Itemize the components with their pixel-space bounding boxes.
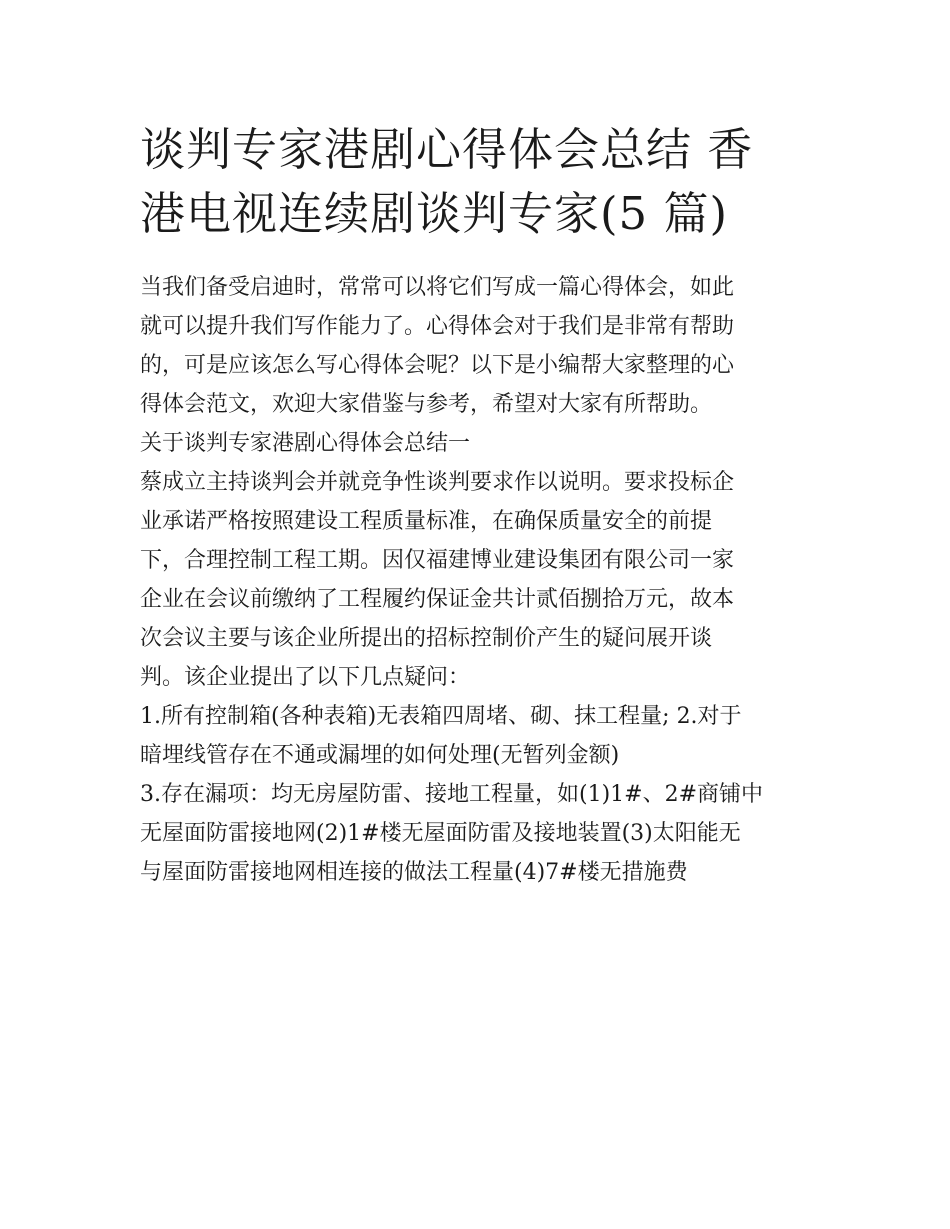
text-line: 下，合理控制工程工期。因仅福建博业建设集团有限公司一家 (140, 548, 735, 573)
text-line: 企业在会议前缴纳了工程履约保证金共计贰佰捌拾万元，故本 (140, 587, 735, 612)
text-line: 的，可是应该怎么写心得体会呢？以下是小编帮大家整理的心 (140, 353, 735, 378)
text-line: 3.存在漏项：均无房屋防雷、接地工程量，如(1)1#、2#商铺中 (140, 782, 764, 807)
section-paragraph (140, 463, 820, 697)
text-line: 就可以提升我们写作能力了。心得体会对于我们是非常有帮助 (140, 314, 735, 339)
text-line: 业承诺严格按照建设工程质量标准，在确保质量安全的前提 (140, 509, 713, 534)
text-line: 判。该企业提出了以下几点疑问： (140, 665, 471, 690)
list-paragraph (140, 697, 820, 892)
text-line: 1.所有控制箱(各种表箱)无表箱四周堵、砌、抹工程量; 2.对于 (140, 704, 742, 729)
text-line: 暗埋线管存在不通或漏埋的如何处理(无暂列金额) (140, 743, 620, 768)
document-body (140, 268, 820, 892)
text-line: 与屋面防雷接地网相连接的做法工程量(4)7#楼无措施费 (140, 860, 688, 885)
title-line-1: 谈判专家港剧心得体会总结 香 (140, 123, 754, 176)
text-line: 无屋面防雷接地网(2)1#楼无屋面防雷及接地装置(3)太阳能无 (140, 821, 741, 846)
text-line: 次会议主要与该企业所提出的招标控制价产生的疑问展开谈 (140, 626, 713, 651)
intro-paragraph (140, 268, 820, 424)
text-line: 蔡成立主持谈判会并就竞争性谈判要求作以说明。要求投标企 (140, 470, 735, 495)
document-page (140, 118, 820, 892)
document-title (140, 118, 820, 246)
text-line: 得体会范文，欢迎大家借鉴与参考，希望对大家有所帮助。 (140, 392, 713, 417)
section-heading: 关于谈判专家港剧心得体会总结一 (140, 431, 471, 456)
text-line: 当我们备受启迪时，常常可以将它们写成一篇心得体会，如此 (140, 275, 735, 300)
title-line-2: 港电视连续剧谈判专家(5 篇) (140, 187, 729, 240)
